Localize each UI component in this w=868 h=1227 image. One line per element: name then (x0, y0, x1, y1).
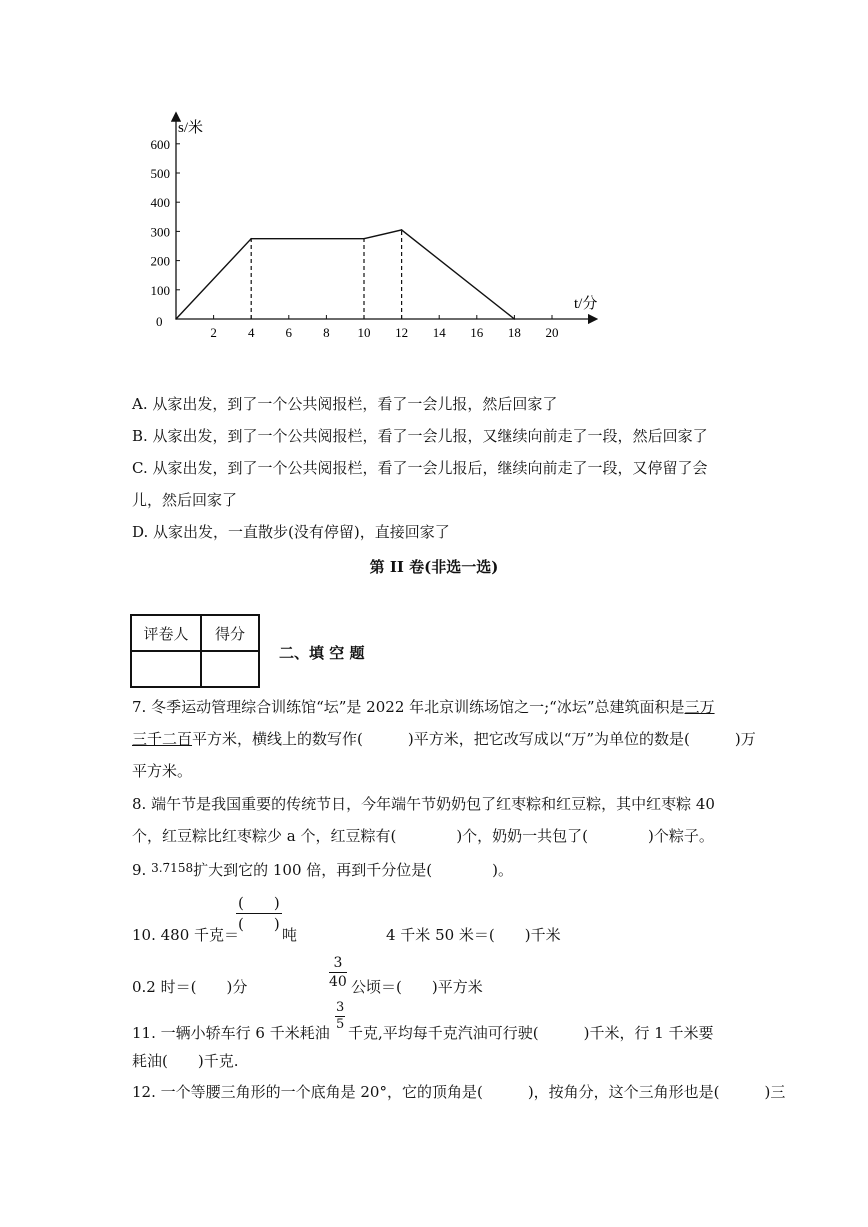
q9-text: 扩大到它的 100 倍，再到千分位是( )。 (193, 861, 513, 879)
score-table-score-cell (201, 651, 259, 687)
x-tick-label: 20 (545, 325, 559, 340)
q10-a-unit: 吨 (282, 926, 298, 944)
q7-line3: 平方米。 (132, 762, 193, 780)
q11-numerator: 3 (336, 1000, 345, 1015)
q10-a-numerator: ( ) (238, 894, 280, 912)
q10-c: 0.2 时＝( )分 (132, 978, 248, 996)
series-line (176, 230, 514, 319)
q10-a-denominator: ( ) (238, 915, 280, 933)
q8-line2: 个，红豆粽比红枣粽少 a 个，红豆粽有( )个，奶奶一共包了( )个粽子。 (132, 827, 714, 845)
x-tick-label: 14 (432, 325, 446, 340)
q10-b: 4 千米 50 米＝( )千米 (386, 926, 561, 944)
origin-label: 0 (156, 314, 163, 329)
option-b: B. 从家出发，到了一个公共阅报栏，看了一会儿报，又继续向前走了一段，然后回家了 (132, 427, 708, 445)
score-table-grader-cell (131, 651, 201, 687)
q10-a-prefix: 10. 480 千克＝ (132, 926, 240, 944)
q7-line1 (132, 697, 715, 717)
q7-text-b: 平方米，横线上的数写作( )平方米，把它改写成以“万”为单位的数是( )万 (192, 730, 756, 748)
y-tick-label: 100 (150, 282, 170, 298)
q9-repeating-decimal: 3.7̇15̇8 (151, 861, 194, 875)
q10-d-fraction (329, 954, 347, 991)
y-axis-label: s/米 (178, 120, 204, 136)
q7-underlined-a: 三万 (684, 698, 715, 716)
q11-fraction (335, 1000, 345, 1033)
data-point (514, 318, 516, 320)
y-tick-label: 200 (150, 253, 170, 269)
x-tick-label: 8 (323, 325, 330, 340)
q7-line2 (132, 729, 756, 749)
q9-prefix: 9. (132, 861, 147, 879)
q7-underlined-b: 三千二百 (132, 730, 193, 748)
q10-d-numerator: 3 (329, 954, 347, 973)
x-tick-label: 10 (357, 325, 371, 340)
x-tick-label: 18 (507, 325, 521, 340)
option-d: D. 从家出发，一直散步(没有停留)，直接回家了 (132, 523, 450, 541)
x-axis-label: t/分 (574, 296, 598, 312)
x-tick-label: 4 (247, 325, 255, 340)
section2-title: 二、填 空 题 (279, 644, 365, 662)
option-c-line2: 儿，然后回家了 (132, 491, 238, 509)
score-table-grader-header: 评卷人 (131, 615, 201, 651)
q11-line1-a: 11. 一辆小轿车行 6 千米耗油 (132, 1024, 330, 1042)
q11-line1-b: 千克,平均每千克汽油可行驶( )千米，行 1 千米要 (348, 1024, 714, 1042)
x-tick-label: 6 (285, 325, 293, 340)
chart-series (175, 229, 515, 320)
data-point (175, 318, 177, 320)
data-point (250, 238, 252, 240)
q11-line2: 耗油( )千克. (132, 1052, 239, 1070)
q9-line (132, 858, 513, 880)
q8-line1: 8. 端午节是我国重要的传统节日，今年端午节奶奶包了红枣粽和红豆粽，其中红枣粽 40 (132, 795, 715, 813)
x-tick-label: 12 (395, 325, 409, 340)
q10-d-denominator: 40 (329, 974, 347, 990)
y-tick-label: 600 (150, 136, 170, 152)
data-point (401, 229, 403, 231)
distance-time-chart (140, 110, 610, 345)
q12-line1: 12. 一个等腰三角形的一个底角是 20°，它的顶角是( )，按角分，这个三角形也是( )三 (132, 1083, 786, 1101)
q10-a-fraction (236, 893, 282, 934)
x-tick-label: 2 (210, 325, 217, 340)
option-a: A. 从家出发，到了一个公共阅报栏，看了一会儿报，然后回家了 (132, 395, 558, 413)
y-tick-label: 500 (150, 166, 170, 181)
data-point (363, 238, 365, 240)
score-table (130, 614, 260, 688)
section-title: 第 II 卷(非选一选) (369, 558, 499, 576)
option-c-line1: C. 从家出发，到了一个公共阅报栏，看了一会儿报后，继续向前走了一段，又停留了会 (132, 459, 708, 477)
q10-d-text: 公顷＝( )平方米 (351, 978, 483, 996)
score-table-score-header: 得分 (201, 615, 259, 651)
y-tick-label: 300 (150, 224, 170, 240)
y-tick-label: 400 (150, 195, 170, 211)
chart-axes (176, 114, 596, 319)
x-tick-label: 16 (470, 325, 484, 340)
q11-denominator: 5 (336, 1017, 345, 1032)
q7-text-a: 7. 冬季运动管理综合训练馆“坛”是 2022 年北京训练场馆之一;“冰坛”总建筑面积是 (132, 698, 685, 716)
